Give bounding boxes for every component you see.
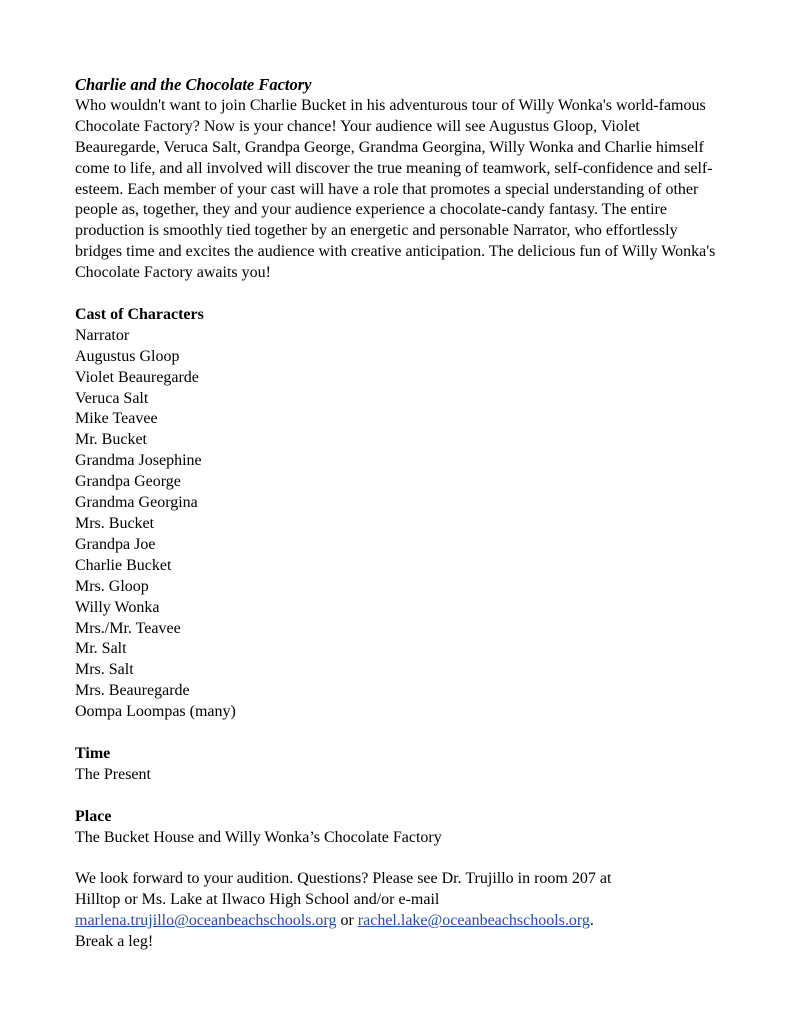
cast-heading: Cast of Characters — [75, 305, 204, 323]
spacer — [75, 786, 725, 807]
document-title: Charlie and the Chocolate Factory — [75, 75, 312, 94]
description-paragraph: Who wouldn't want to join Charlie Bucket in his adventurous tour of Willy Wonka's world-famous Chocolate Factory? Now is your chance! Your audience will see Augustus Gloop, Violet Beauregarde, Veruca Salt, Grandpa George, Grandma Georgina, Willy Wonka and Charlie himself come to life, and all involved will discover the true meaning of teamwork, self-confidence and self-esteem. Each member of your cast will have a role that promotes a special understanding of other people as, together, they and your audience experience a chocolate-candy fantasy. The entire production is smoothly tied together by an energetic and personable Narrator, who effortlessly bridges time and excites the audience with creative anticipation. The delicious fun of Willy Wonka's Chocolate Factory awaits you! — [75, 96, 716, 282]
cast-list-item: Grandma Josephine — [75, 452, 202, 470]
cast-list-item: Charlie Bucket — [75, 556, 172, 574]
cast-list-item: Mr. Salt — [75, 640, 127, 658]
email-link-trujillo[interactable]: marlena.trujillo@oceanbeachschools.org — [75, 912, 337, 930]
cast-list-item: Grandpa Joe — [75, 535, 156, 553]
cast-list-item: Mike Teavee — [75, 410, 158, 428]
cast-list-item: Mrs. Beauregarde — [75, 682, 190, 700]
email-link-lake[interactable]: rachel.lake@oceanbeachschools.org — [357, 912, 590, 930]
document-page — [75, 75, 725, 953]
spacer — [75, 284, 725, 305]
cast-list-item: Mrs. Salt — [75, 661, 134, 679]
cast-list-item: Narrator — [75, 326, 130, 344]
cast-list-item: Augustus Gloop — [75, 347, 180, 365]
cast-list-item: Veruca Salt — [75, 389, 149, 407]
closing-emails-line — [75, 911, 725, 932]
cast-list-item: Grandpa George — [75, 473, 181, 491]
email-connector: or — [340, 912, 354, 930]
cast-list-item: Violet Beauregarde — [75, 368, 199, 386]
closing-period: . — [589, 912, 594, 930]
spacer — [75, 723, 725, 744]
cast-list-item: Mrs. Bucket — [75, 515, 155, 533]
spacer — [75, 848, 725, 869]
cast-list-item: Willy Wonka — [75, 598, 160, 616]
closing-line-2: Hilltop or Ms. Lake at Ilwaco High School and/or e-mail — [75, 891, 440, 909]
cast-list-item: Mrs./Mr. Teavee — [75, 619, 181, 637]
cast-list-item: Oompa Loompas (many) — [75, 703, 236, 721]
cast-list-item: Mr. Bucket — [75, 431, 147, 449]
place-value: The Bucket House and Willy Wonka’s Chocolate Factory — [75, 828, 442, 846]
time-value: The Present — [75, 765, 151, 783]
place-heading: Place — [75, 807, 112, 825]
time-heading: Time — [75, 744, 111, 762]
signoff: Break a leg! — [75, 933, 154, 951]
cast-list-item: Grandma Georgina — [75, 494, 198, 512]
cast-list — [75, 326, 725, 723]
closing-line-1: We look forward to your audition. Questions? Please see Dr. Trujillo in room 207 at — [75, 870, 612, 888]
cast-list-item: Mrs. Gloop — [75, 577, 149, 595]
